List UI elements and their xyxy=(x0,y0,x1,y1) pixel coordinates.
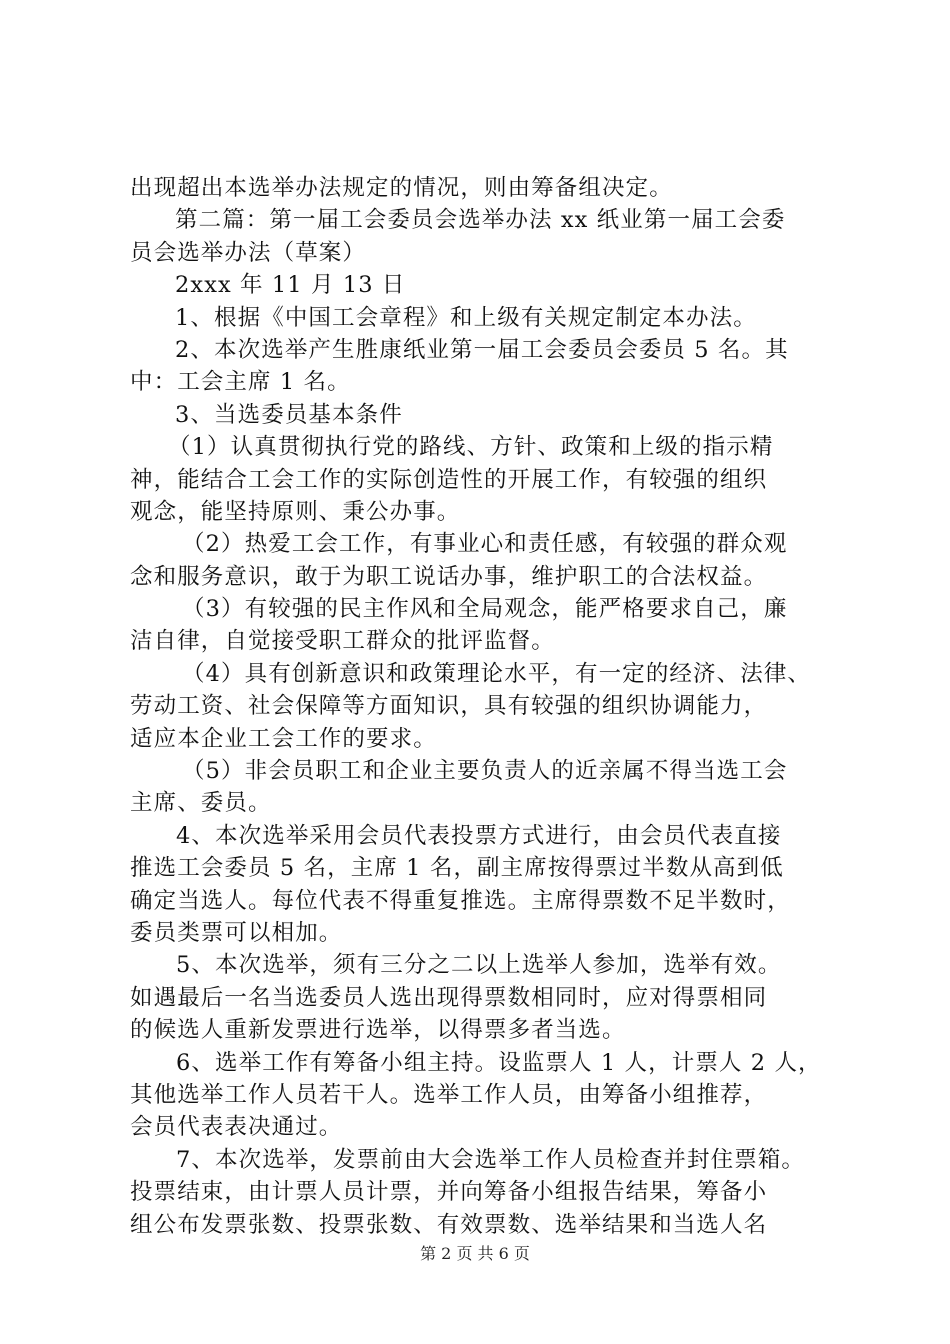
text-line: 的候选人重新发票进行选举，以得票多者当选。 xyxy=(130,1017,626,1044)
text-line: 6、选举工作有筹备小组主持。设监票人 1 人，计票人 2 人， xyxy=(176,1049,822,1076)
text-line: 4、本次选举采用会员代表投票方式进行，由会员代表直接 xyxy=(176,822,782,849)
text-line: （5）非会员职工和企业主要负责人的近亲属不得当选工会 xyxy=(182,758,788,785)
text-line: 组公布发票张数、投票张数、有效票数、选举结果和当选人名 xyxy=(130,1211,768,1238)
text-line: 劳动工资、社会保障等方面知识，具有较强的组织协调能力， xyxy=(130,693,768,720)
text-line: 主席、委员。 xyxy=(130,790,272,817)
text-line: 1、根据《中国工会章程》和上级有关规定制定本办法。 xyxy=(175,304,757,331)
document-date: 2xxx 年 11 月 13 日 xyxy=(175,272,406,299)
text-line: （2）热爱工会工作，有事业心和责任感，有较强的群众观 xyxy=(182,531,788,558)
text-line: 7、本次选举，发票前由大会选举工作人员检查并封住票箱。 xyxy=(176,1146,806,1173)
section-heading: 第二篇：第一届工会委员会选举办法 xx 纸业第一届工会委 xyxy=(175,207,786,234)
text-line: 如遇最后一名当选委员人选出现得票数相同时，应对得票相同 xyxy=(130,984,768,1011)
text-line: 会员代表表决通过。 xyxy=(130,1114,343,1141)
text-line: 适应本企业工会工作的要求。 xyxy=(130,725,437,752)
text-line: 投票结束，由计票人员计票，并向筹备小组报告结果，筹备小 xyxy=(130,1179,768,1206)
text-line: 出现超出本选举办法规定的情况，则由筹备组决定。 xyxy=(130,175,673,201)
text-line: 洁自律，自觉接受职工群众的批评监督。 xyxy=(130,628,555,655)
document-body xyxy=(130,172,830,1241)
text-line: （4）具有创新意识和政策理论水平，有一定的经济、法律、 xyxy=(182,660,812,687)
text-line: 观念，能坚持原则、秉公办事。 xyxy=(130,498,461,525)
text-line: 其他选举工作人员若干人。选举工作人员，由筹备小组推荐， xyxy=(130,1081,768,1108)
text-line: 2、本次选举产生胜康纸业第一届工会委员会委员 5 名。其 xyxy=(175,336,789,363)
text-line: 委员类票可以相加。 xyxy=(130,919,343,946)
text-line: （1）认真贯彻执行党的路线、方针、政策和上级的指示精 xyxy=(168,434,774,461)
text-line: 5、本次选举，须有三分之二以上选举人参加，选举有效。 xyxy=(176,952,782,979)
text-line: （3）有较强的民主作风和全局观念，能严格要求自己，廉 xyxy=(182,596,788,623)
text-line: 确定当选人。每位代表不得重复推选。主席得票数不足半数时， xyxy=(130,887,791,914)
text-line: 念和服务意识，敢于为职工说话办事，维护职工的合法权益。 xyxy=(130,563,768,590)
text-line: 3、当选委员基本条件 xyxy=(175,401,403,428)
text-line: 员会选举办法（草案） xyxy=(130,239,367,266)
text-line: 神，能结合工会工作的实际创造性的开展工作，有较强的组织 xyxy=(130,466,768,493)
text-line: 中：工会主席 1 名。 xyxy=(130,369,351,396)
text-line: 推选工会委员 5 名，主席 1 名，副主席按得票过半数从高到低 xyxy=(130,855,784,882)
page-number-footer: 第 2 页 共 6 页 xyxy=(420,1244,530,1263)
